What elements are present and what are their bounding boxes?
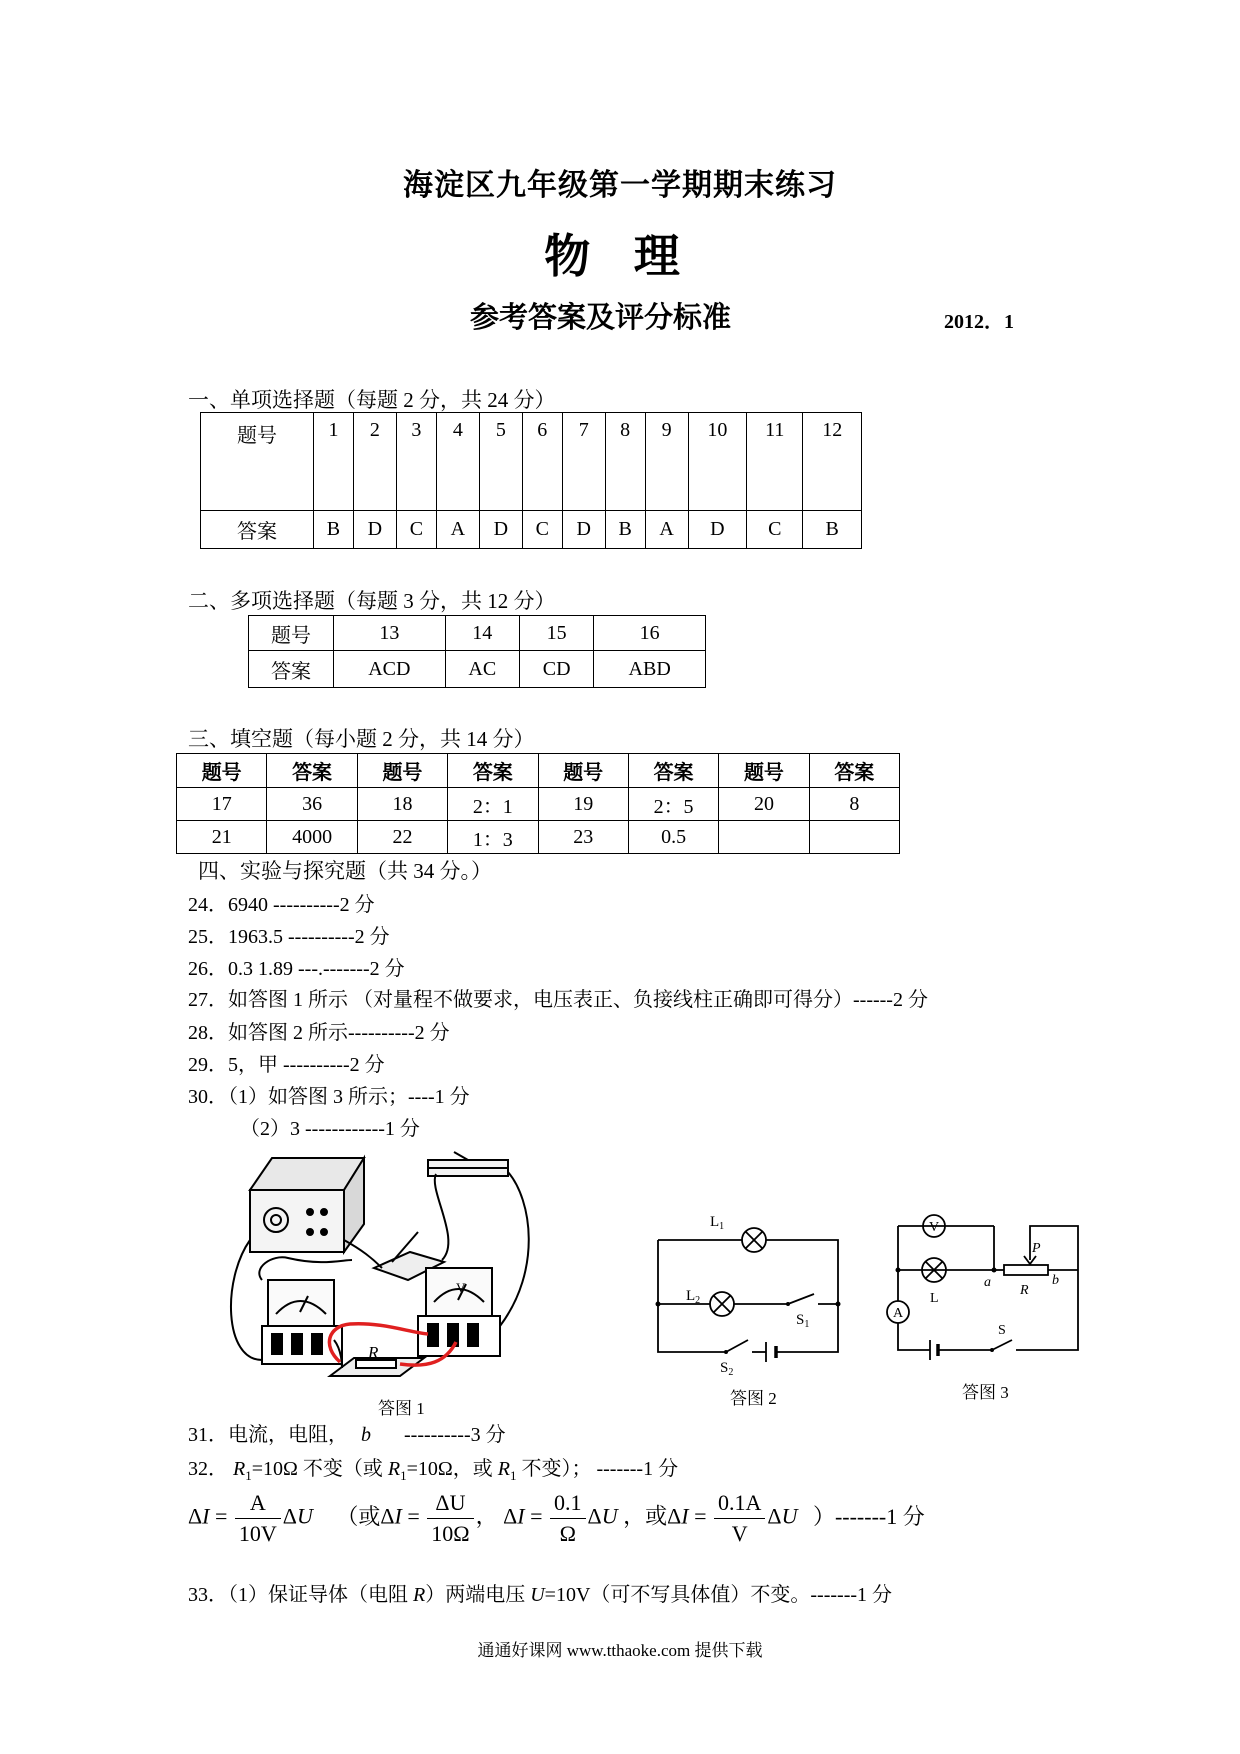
slider-p-label: P: [1032, 1241, 1041, 1256]
answer-cell: C: [747, 511, 803, 549]
r1-symbol: R: [233, 1458, 246, 1480]
circuit-diagram-2: [640, 1200, 860, 1378]
table-cell: [719, 821, 809, 854]
table-row: [177, 821, 900, 854]
r1-subscript: 1: [509, 1468, 517, 1483]
row-label: 答案: [249, 651, 334, 688]
question-number: 10: [688, 413, 746, 511]
terminal-b-label: b: [1052, 1273, 1059, 1288]
subject-title: 物 理: [544, 231, 696, 282]
answer-cell: CD: [519, 651, 593, 688]
section1-heading: 一、单项选择题（每题 2 分，共 24 分）: [188, 388, 556, 412]
q32-text: =10Ω，或: [406, 1458, 498, 1480]
answer-cell: ACD: [334, 651, 446, 688]
delta-symbol: Δ: [767, 1503, 782, 1529]
figure1-caption: 答图 1: [378, 1399, 425, 1418]
section2-heading: 二、多项选择题（每题 3 分，共 12 分）: [188, 589, 556, 613]
answer-line-30-2: （2）3 ------------1 分: [240, 1118, 420, 1140]
answer-line-27: 27．如答图 1 所示 （对量程不做要求，电压表正、负接线柱正确即可得分）------2 分: [188, 989, 928, 1011]
lamp-l1-label: $L_1$: [710, 1214, 725, 1232]
table-cell: 23: [538, 821, 628, 854]
alternative-text: ，或: [623, 1503, 668, 1529]
terminal-a-label: a: [984, 1275, 991, 1290]
answer-cell: C: [522, 511, 562, 549]
question-number: 5: [479, 413, 522, 511]
table-cell: 19: [538, 788, 628, 821]
answer-cell: B: [314, 511, 354, 549]
section4-heading: 四、实验与探究题（共 34 分。）: [198, 859, 492, 883]
column-header: 答案: [628, 754, 718, 788]
rheostat-label: R: [1020, 1283, 1029, 1298]
numerator: 0.1: [550, 1490, 586, 1519]
delta-symbol: Δ: [587, 1503, 602, 1529]
answer-cell: D: [688, 511, 746, 549]
footer: 通通好课网 www.tthaoke.com 提供下载: [477, 1641, 763, 1660]
section1-answer-row: [201, 511, 862, 549]
question-number: 6: [522, 413, 562, 511]
delta-symbol: Δ: [380, 1503, 395, 1529]
equals-sign: =: [688, 1503, 713, 1529]
delta-symbol: Δ: [667, 1503, 682, 1529]
table-cell: [809, 821, 899, 854]
r1-symbol: R: [497, 1458, 510, 1480]
subtitle: 参考答案及评分标准: [470, 302, 732, 334]
question-number: 7: [562, 413, 605, 511]
table-cell: 17: [177, 788, 267, 821]
voltmeter-symbol-label: V: [929, 1220, 940, 1235]
formula-line: [188, 1490, 925, 1547]
r1-symbol: R: [387, 1458, 401, 1480]
q31-score: ----------3 分: [404, 1424, 506, 1446]
answer-line-26: 26．0.3 1.89 ---.-------2 分: [188, 958, 405, 980]
section3-heading: 三、填空题（每小题 2 分，共 14 分）: [188, 727, 535, 751]
lamp-l2-label: $L_2$: [686, 1288, 701, 1306]
question-number: 9: [645, 413, 688, 511]
current-symbol: I: [517, 1503, 525, 1529]
voltage-symbol: U: [781, 1503, 798, 1529]
answer-line-29: 29．5，甲 ----------2 分: [188, 1054, 385, 1076]
voltage-symbol: U: [530, 1584, 545, 1606]
resistor-label: R: [368, 1343, 379, 1362]
denominator: Ω: [559, 1521, 576, 1546]
column-header: 题号: [538, 754, 628, 788]
current-symbol: I: [681, 1503, 689, 1529]
table-row: [177, 788, 900, 821]
answer-line-31: [188, 1418, 506, 1447]
q33-text: 33．（1）保证导体（电阻: [188, 1584, 413, 1606]
answer-cell: B: [803, 511, 862, 549]
q31-text: 31．电流，电阻，: [188, 1424, 348, 1446]
answer-cell: A: [645, 511, 688, 549]
table-cell: 22: [357, 821, 447, 854]
denominator: 10V: [238, 1521, 277, 1546]
switch-s2-label: $S_2$: [720, 1360, 734, 1378]
row-label: 题号: [201, 413, 314, 511]
q32-text: =10Ω 不变（或: [251, 1458, 388, 1480]
document-title: 海淀区九年级第一学期期末练习: [403, 169, 837, 202]
question-number: 2: [353, 413, 396, 511]
formula-score: ）-------1 分: [812, 1503, 925, 1529]
fraction: [714, 1490, 765, 1547]
question-number: 12: [803, 413, 862, 511]
answer-line-32: [188, 1452, 678, 1484]
answer-line-25: 25．1963.5 ----------2 分: [188, 926, 390, 948]
column-header: 题号: [177, 754, 267, 788]
answer-cell: A: [436, 511, 479, 549]
answer-cell: AC: [445, 651, 519, 688]
table-cell: 20: [719, 788, 809, 821]
apparatus-figure: [232, 1150, 592, 1390]
question-number: 15: [519, 616, 593, 651]
answer-cell: C: [396, 511, 436, 549]
delta-symbol: Δ: [503, 1503, 518, 1529]
table-cell: 8: [809, 788, 899, 821]
numerator: ΔU: [427, 1490, 473, 1519]
equals-sign: =: [524, 1503, 549, 1529]
fraction: [550, 1490, 586, 1547]
figure2-caption: 答图 2: [730, 1389, 777, 1408]
table-cell: 2：5: [628, 788, 718, 821]
voltage-symbol: U: [296, 1503, 313, 1529]
row-label: 题号: [249, 616, 334, 651]
column-header: 题号: [357, 754, 447, 788]
answer-cell: D: [353, 511, 396, 549]
q31-variable: b: [361, 1424, 371, 1446]
table-cell: 0.5: [628, 821, 718, 854]
r1-subscript: 1: [400, 1468, 407, 1483]
question-number: 4: [436, 413, 479, 511]
denominator: V: [731, 1521, 748, 1546]
row-label: 答案: [201, 511, 314, 549]
current-symbol: I: [394, 1503, 402, 1529]
question-number: 1: [314, 413, 354, 511]
equals-sign: =: [209, 1503, 233, 1529]
question-number: 11: [747, 413, 803, 511]
switch-s1-label: $S_1$: [796, 1312, 810, 1330]
answer-line-33: [188, 1578, 892, 1607]
resistance-symbol: R: [413, 1584, 426, 1606]
table-cell: 36: [267, 788, 357, 821]
column-header: 答案: [809, 754, 899, 788]
fraction: [427, 1490, 473, 1547]
delta-symbol: Δ: [282, 1503, 297, 1529]
current-symbol: I: [202, 1503, 210, 1529]
section1-table: [200, 412, 862, 549]
table-cell: 2：1: [448, 788, 538, 821]
ammeter-symbol-label: A: [893, 1306, 904, 1321]
section3-table: [176, 753, 900, 854]
q32-number: 32．: [188, 1458, 228, 1480]
voltmeter-label: V: [456, 1280, 466, 1295]
circuit-diagram-3: [880, 1210, 1090, 1370]
table-cell: 4000: [267, 821, 357, 854]
section3-header-row: [177, 754, 900, 788]
question-number: 8: [605, 413, 645, 511]
numerator: A: [235, 1490, 281, 1519]
table-cell: 18: [357, 788, 447, 821]
r1-subscript: 1: [245, 1468, 252, 1483]
denominator: 10Ω: [431, 1521, 470, 1546]
alternative-text: （或: [336, 1503, 381, 1529]
date: 2012．1: [944, 311, 1014, 333]
voltage-symbol: U: [601, 1503, 618, 1529]
equals-sign: =: [401, 1503, 426, 1529]
q33-text: ）两端电压: [425, 1584, 531, 1606]
question-number: 14: [445, 616, 519, 651]
answer-line-30-1: 30．（1）如答图 3 所示；----1 分: [188, 1086, 470, 1108]
q33-score: =10V（可不写具体值）不变。-------1 分: [544, 1584, 893, 1606]
answer-cell: B: [605, 511, 645, 549]
separator: ，: [475, 1503, 498, 1529]
question-number: 3: [396, 413, 436, 511]
question-number: 13: [334, 616, 446, 651]
section2-table: [248, 615, 706, 688]
question-number: 16: [594, 616, 706, 651]
column-header: 答案: [448, 754, 538, 788]
column-header: 题号: [719, 754, 809, 788]
q32-score: 不变）； -------1 分: [516, 1458, 679, 1480]
switch-s-label: S: [998, 1323, 1006, 1338]
figure3-caption: 答图 3: [962, 1383, 1009, 1402]
section2-number-row: [249, 616, 706, 651]
lamp-label: L: [930, 1291, 939, 1306]
numerator: 0.1A: [714, 1490, 765, 1519]
delta-symbol: Δ: [188, 1503, 203, 1529]
table-cell: 21: [177, 821, 267, 854]
answer-cell: ABD: [594, 651, 706, 688]
answer-line-28: 28．如答图 2 所示----------2 分: [188, 1022, 450, 1044]
section1-number-row: [201, 413, 862, 511]
table-cell: 1：3: [448, 821, 538, 854]
fraction: [235, 1490, 281, 1547]
column-header: 答案: [267, 754, 357, 788]
answer-cell: D: [562, 511, 605, 549]
answer-line-24: 24．6940 ----------2 分: [188, 894, 375, 916]
section2-answer-row: [249, 651, 706, 688]
answer-cell: D: [479, 511, 522, 549]
